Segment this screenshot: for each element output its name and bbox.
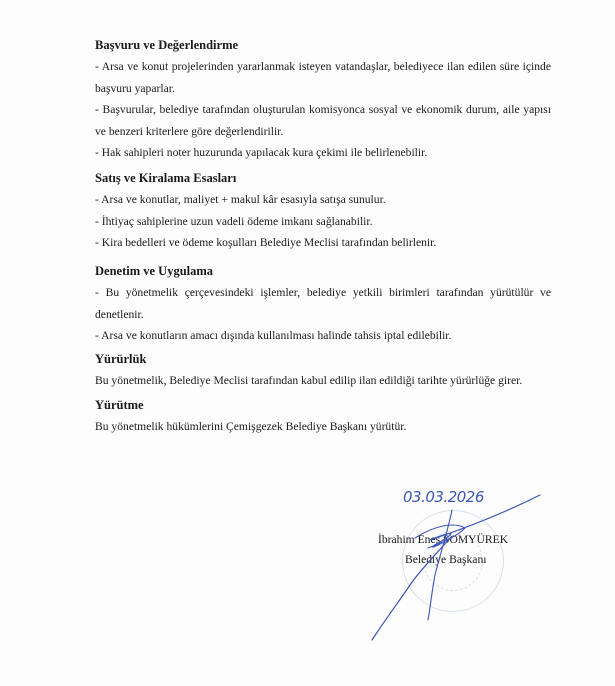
section-paragraph: - Kira bedelleri ve ödeme koşulları Belediye Meclisi tarafından belirlenir.	[95, 236, 437, 249]
section-yurutme	[95, 396, 406, 438]
section-paragraph: Bu yönetmelik hükümlerini Çemişgezek Belediye Başkanı yürütür.	[95, 420, 407, 433]
section-paragraph: - Arsa ve konutlar, maliyet + makul kâr esasıyla satışa sunulur.	[95, 193, 386, 206]
signature-block	[340, 470, 560, 650]
section-paragraph: - Arsa ve konut projelerinden yararlanmak isteyen vatandaşlar, belediyece ilan edilen süre içinde başvuru yaparlar.	[95, 60, 551, 95]
signatory-title: Belediye Başkanı	[405, 553, 487, 566]
section-satis-kiralama	[95, 169, 436, 254]
section-paragraph: - Arsa ve konutların amacı dışında kullanılması halinde tahsis iptal edilebilir.	[95, 329, 452, 342]
section-basvuru	[95, 36, 551, 164]
section-paragraph: - İhtiyaç sahiplerine uzun vadeli ödeme imkanı sağlanabilir.	[95, 214, 373, 228]
handwritten-date: 03.03.2026	[403, 488, 484, 506]
section-heading: Yürürlük	[95, 352, 147, 366]
handwritten-signature-icon	[340, 470, 560, 650]
section-heading: Yürütme	[95, 398, 144, 412]
section-heading: Satış ve Kiralama Esasları	[95, 171, 237, 185]
section-yururluk	[95, 350, 522, 392]
section-heading: Denetim ve Uygulama	[95, 264, 214, 278]
section-paragraph: Bu yönetmelik, Belediye Meclisi tarafından kabul edilip ilan edildiği tarihte yürürlüğe girer.	[95, 374, 523, 387]
section-heading: Başvuru ve Değerlendirme	[95, 38, 239, 52]
section-paragraph: - Hak sahipleri noter huzurunda yapılacak kura çekimi ile belirlenebilir.	[95, 146, 428, 159]
section-paragraph: - Bu yönetmelik çerçevesindeki işlemler, belediye yetkili birimleri tarafından yürütülür ve denetlenir.	[95, 286, 551, 321]
signatory-name: İbrahim Enes SOMYÜREK	[378, 533, 509, 546]
section-paragraph: - Başvurular, belediye tarafından oluşturulan komisyonca sosyal ve ekonomik durum, aile yapısı ve benzeri kriterlere göre değerlendirilir.	[95, 103, 551, 138]
section-denetim	[95, 262, 551, 347]
